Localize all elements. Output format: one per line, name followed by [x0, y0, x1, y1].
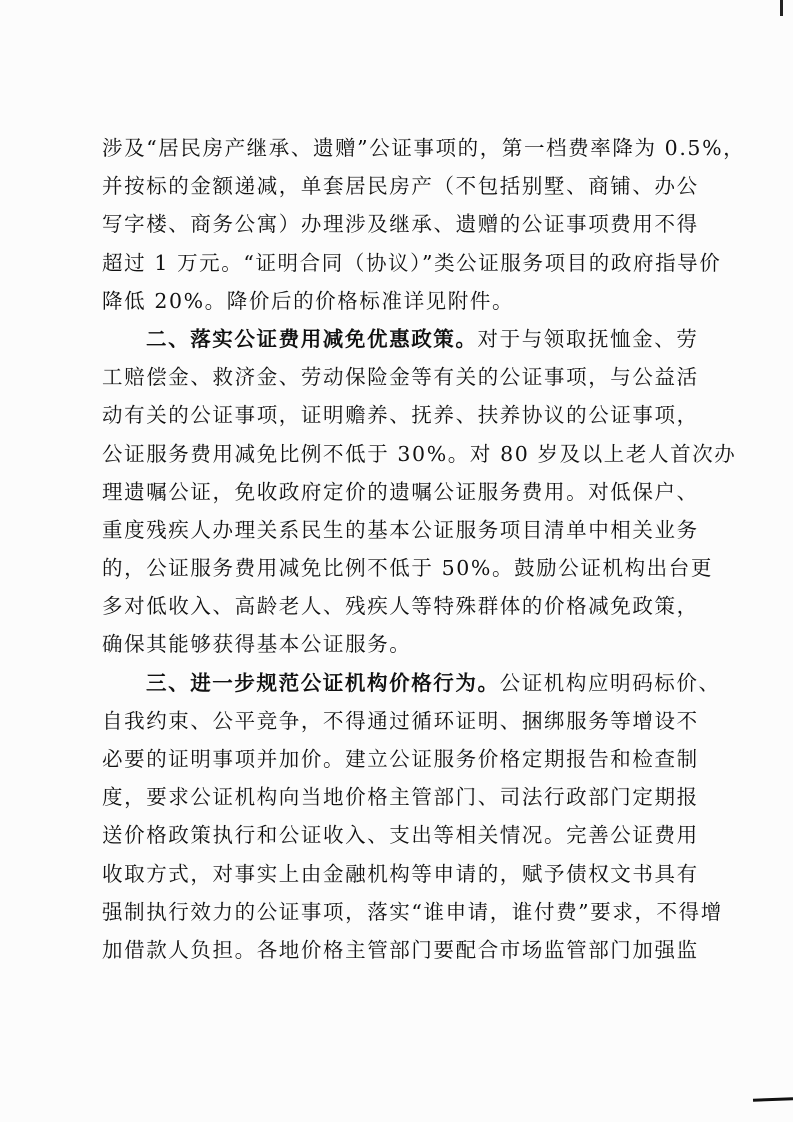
- paragraph-line: 超过 1 万元。“证明合同（协议）”类公证服务项目的政府指导价: [102, 250, 722, 275]
- paragraph-line: 降低 20%。降价后的价格标准详见附件。: [102, 288, 515, 313]
- paragraph-line: 送价格政策执行和公证收入、支出等相关情况。完善公证费用: [102, 823, 699, 848]
- paragraph-line: 工赔偿金、救济金、劳动保险金等有关的公证事项，与公益活: [102, 365, 699, 390]
- section-2-first-line: [102, 320, 702, 358]
- paragraph-line: 写字楼、商务公寓）办理涉及继承、遗赠的公证事项费用不得: [102, 212, 699, 237]
- scan-edge-mark: [780, 0, 783, 16]
- paragraph-line: 度，要求公证机构向当地价格主管部门、司法行政部门定期报: [102, 785, 699, 810]
- paragraph-line: 确保其能够获得基本公证服务。: [102, 632, 412, 657]
- section-2-first-line-text: 对于与领取抚恤金、劳: [477, 326, 699, 351]
- paragraph-line: 强制执行效力的公证事项，落实“谁申请，谁付费”要求，不得增: [102, 899, 723, 924]
- paragraph-line: 涉及“居民房产继承、遗赠”公证事项的，第一档费率降为 0.5%，: [102, 136, 746, 160]
- section-3-heading: 三、进一步规范公证机构价格行为。: [146, 670, 500, 695]
- paragraph-line: 重度残疾人办理关系民生的基本公证服务项目清单中相关业务: [102, 517, 699, 542]
- paragraph-line: 多对低收入、高龄老人、残疾人等特殊群体的价格减免政策，: [102, 594, 699, 619]
- section-3-first-line-text: 公证机构应明码标价、: [499, 670, 721, 695]
- paragraph-line: 收取方式，对事实上由金融机构等申请的，赋予债权文书具有: [102, 861, 699, 886]
- paragraph-line: 自我约束、公平竞争，不得通过循环证明、捆绑服务等增设不: [102, 708, 699, 733]
- paragraph-line: 的，公证服务费用减免比例不低于 50%。鼓励公证机构出台更: [102, 556, 713, 581]
- document-body: [102, 129, 746, 969]
- paragraph-line: 理遗嘱公证，免收政府定价的遗嘱公证服务费用。对低保户、: [102, 479, 699, 504]
- paragraph-line: 公证服务费用减免比例不低于 30%。对 80 岁及以上老人首次办: [102, 441, 737, 466]
- section-3-first-line: [102, 664, 721, 702]
- paragraph-line: 并按标的金额递减，单套居民房产（不包括别墅、商铺、办公: [102, 174, 699, 199]
- paragraph-line: 必要的证明事项并加价。建立公证服务价格定期报告和检查制: [102, 747, 699, 771]
- paragraph-line: 加借款人负担。各地价格主管部门要配合市场监管部门加强监: [102, 937, 699, 962]
- paragraph-line: 动有关的公证事项，证明赡养、抚养、扶养协议的公证事项，: [102, 403, 699, 428]
- scan-edge-mark: [753, 1097, 793, 1101]
- section-2-heading: 二、落实公证费用减免优惠政策。: [146, 326, 478, 351]
